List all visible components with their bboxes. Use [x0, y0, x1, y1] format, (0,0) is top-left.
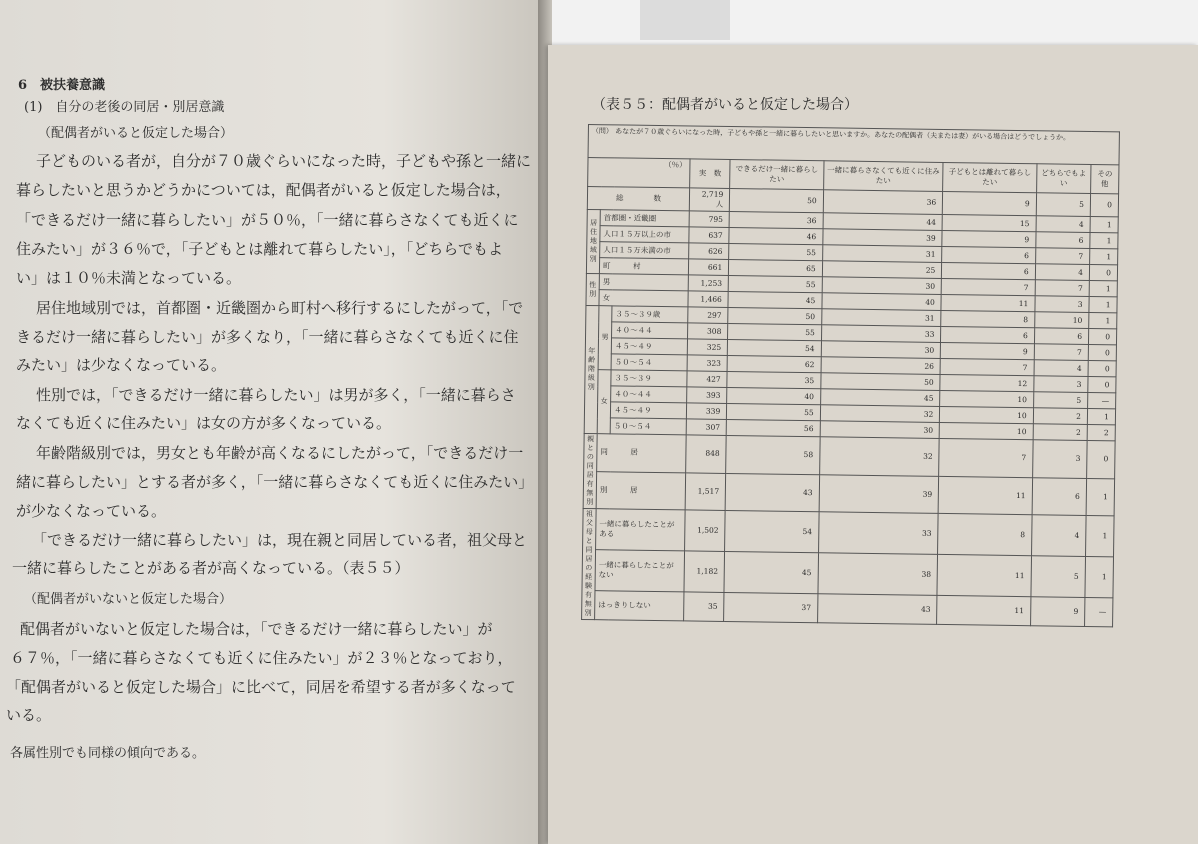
value-cell: 65: [729, 259, 823, 276]
value-cell: 10: [939, 422, 1033, 439]
header-cell: 子どもとは離れて暮らしたい: [943, 162, 1037, 192]
paragraph-line: 「配偶者がいると仮定した場合」に比べて，同居を希望する者が多くなって: [6, 678, 516, 696]
paragraph-line: いる。: [6, 706, 52, 724]
question-label: （問）: [591, 127, 613, 136]
value-cell: 8: [941, 310, 1035, 327]
value-cell: 33: [821, 325, 941, 343]
value-cell: 11: [937, 555, 1031, 597]
value-cell: 54: [725, 510, 819, 552]
total-cell: 9: [943, 191, 1037, 215]
value-cell: —: [1088, 393, 1116, 409]
value-cell: 3: [1034, 376, 1088, 393]
value-cell: 39: [823, 229, 943, 247]
value-cell: 0: [1088, 361, 1116, 377]
value-cell: 2: [1087, 425, 1115, 441]
row-label: 町 村: [599, 258, 688, 275]
row-label: 女: [599, 290, 688, 307]
paragraph-line: 緒に暮らしたい」とする者が多く，「一緒に暮らさなくても近くに住みたい」: [16, 473, 534, 491]
value-cell: 7: [941, 278, 1035, 295]
value-cell: 307: [686, 419, 726, 436]
total-cell: 5: [1036, 193, 1091, 217]
value-cell: 1: [1086, 478, 1115, 516]
value-cell: 6: [941, 326, 1035, 343]
row-label: ３５～３９: [611, 370, 687, 387]
value-cell: 45: [724, 552, 818, 594]
value-cell: 339: [687, 403, 727, 420]
value-cell: 6: [942, 246, 1036, 263]
row-label: ５０～５４: [611, 354, 687, 371]
unit-cell: [588, 158, 691, 188]
value-cell: 32: [820, 405, 940, 423]
value-cell: 1: [1089, 297, 1117, 313]
value-cell: 26: [821, 357, 941, 375]
value-cell: 4: [1031, 515, 1086, 557]
value-cell: 10: [940, 390, 1034, 407]
row-label: 男: [599, 274, 688, 291]
value-cell: 1,466: [688, 291, 728, 308]
value-cell: 7: [1035, 280, 1089, 297]
value-cell: 1: [1090, 217, 1118, 233]
value-cell: 39: [819, 474, 939, 513]
value-cell: 1: [1090, 249, 1118, 265]
value-cell: 6: [1036, 232, 1090, 249]
value-cell: 0: [1088, 345, 1116, 361]
value-cell: 1: [1086, 515, 1115, 557]
value-cell: 30: [820, 421, 940, 439]
paragraph-line: 配偶者がいないと仮定した場合は，「できるだけ一緒に暮らしたい」が: [20, 620, 493, 638]
value-cell: 12: [940, 374, 1034, 391]
row-label: 同 居: [597, 434, 687, 473]
row-label: 別 居: [596, 471, 686, 510]
paragraph-line: 「できるだけ一緒に暮らしたい」が５０％，「一緒に暮らさなくても近くに: [16, 211, 519, 229]
value-cell: 7: [940, 358, 1034, 375]
paragraph-line: （配偶者がいないと仮定した場合）: [24, 592, 233, 607]
value-cell: —: [1085, 598, 1113, 627]
value-cell: 62: [727, 355, 821, 372]
table-container: [582, 124, 1120, 618]
value-cell: 1,502: [685, 510, 726, 552]
value-cell: 0: [1089, 265, 1117, 281]
total-cell: 0: [1090, 194, 1118, 217]
row-label: 首都圏・近畿圏: [600, 210, 689, 227]
value-cell: 6: [1034, 328, 1088, 345]
value-cell: 7: [1034, 344, 1088, 361]
value-cell: 40: [727, 387, 821, 404]
paragraph-line: みたい」は少なくなっている。: [16, 356, 227, 374]
value-cell: 11: [938, 476, 1032, 515]
value-cell: 1: [1090, 233, 1118, 249]
paragraph-line: 各属性別でも同様の傾向である。: [10, 746, 206, 761]
header-cell: どちらでもよい: [1036, 164, 1091, 194]
total-label: 総 数: [587, 187, 690, 211]
value-cell: 37: [724, 593, 818, 623]
value-cell: 35: [684, 592, 724, 621]
value-cell: 31: [821, 309, 941, 327]
value-cell: 50: [821, 373, 941, 391]
header-cell: 一緒に暮らさなくても近くに住みたい: [823, 161, 943, 192]
value-cell: 4: [1036, 216, 1090, 233]
value-cell: 0: [1087, 441, 1116, 479]
paragraph-line: 性別では，「できるだけ一緒に暮らしたい」は男が多く，「一緒に暮らさ: [36, 386, 516, 404]
value-cell: 1,517: [685, 472, 726, 510]
value-cell: 30: [822, 277, 942, 295]
group-label: 親との同居有無別: [583, 433, 597, 508]
left-page: [0, 0, 548, 844]
value-cell: 3: [1035, 296, 1089, 313]
subgroup-label: 女: [597, 370, 611, 434]
value-cell: 55: [729, 243, 823, 260]
header-cell: できるだけ一緒に暮らしたい: [730, 159, 824, 189]
value-cell: 297: [688, 307, 728, 324]
value-cell: 55: [728, 275, 822, 292]
value-cell: 50: [728, 307, 822, 324]
row-label: ４０～４４: [612, 322, 688, 339]
paragraph-line: い」は１０％未満となっている。: [16, 269, 242, 287]
data-table: [581, 124, 1120, 627]
paragraph-line: ６７％，「一緒に暮らさなくても近くに住みたい」が２３％となっており，: [10, 649, 513, 667]
paragraph-line: 子どものいる者が，自分が７０歳ぐらいになった時，子どもや孫と一緒に: [36, 152, 532, 170]
group-label: 性別: [586, 273, 599, 305]
value-cell: 661: [689, 259, 729, 276]
value-cell: 626: [689, 243, 729, 260]
value-cell: 393: [687, 387, 727, 404]
value-cell: 25: [822, 261, 942, 279]
value-cell: 4: [1035, 264, 1089, 281]
value-cell: 56: [726, 419, 820, 436]
group-label: 祖父母と同居の経験有無別: [582, 508, 597, 619]
value-cell: 9: [942, 230, 1036, 247]
value-cell: 54: [728, 339, 822, 356]
row-label: 一緒に暮らしたことがない: [595, 550, 685, 592]
paragraph-line: 一緒に暮らしたことがある者が高くなっている。（表５５）: [12, 559, 410, 577]
value-cell: 6: [1032, 477, 1087, 515]
header-cell: 実 数: [690, 159, 730, 189]
value-cell: 308: [688, 323, 728, 340]
value-cell: 5: [1033, 392, 1087, 409]
value-cell: 3: [1032, 440, 1087, 478]
value-cell: 1,253: [688, 275, 728, 292]
row-label: はっきりしない: [595, 591, 685, 621]
value-cell: 10: [940, 406, 1034, 423]
value-cell: 1: [1085, 557, 1114, 599]
paragraph-line: 居住地域別では，首都圏・近畿圏から町村へ移行するにしたがって，「で: [36, 299, 524, 317]
value-cell: 9: [941, 342, 1035, 359]
value-cell: 1,182: [684, 551, 725, 593]
value-cell: 35: [727, 371, 821, 388]
value-cell: 40: [822, 293, 942, 311]
value-cell: 43: [725, 473, 819, 512]
value-cell: 0: [1088, 329, 1116, 345]
table-body: [582, 209, 1119, 626]
table-title: （表５５：配偶者がいると仮定した場合）: [592, 97, 858, 113]
value-cell: 427: [687, 371, 727, 388]
value-cell: 45: [820, 389, 940, 407]
paragraph-line: 暮らしたいと思うかどうかについては，配偶者がいると仮定した場合は，: [16, 181, 511, 199]
value-cell: 43: [817, 594, 937, 624]
value-cell: 10: [1034, 312, 1088, 329]
total-cell: 36: [823, 190, 943, 215]
paragraph-line: 住みたい」が３６％で，「子どもとは離れて暮らしたい」，「どちらでもよ: [16, 240, 504, 258]
subgroup-label: 男: [598, 306, 612, 370]
value-cell: 323: [687, 355, 727, 372]
value-cell: 44: [823, 213, 943, 231]
paragraph-line: きるだけ一緒に暮らしたい」が多くなり，「一緒に暮らさなくても近くに住: [16, 328, 519, 346]
subsection-heading: (1) 自分の老後の同居・別居意識: [24, 100, 225, 115]
paragraph-line: 「できるだけ一緒に暮らしたい」は，現在親と同居している者，祖父母と: [32, 531, 528, 549]
row-label: ４５～４９: [610, 402, 686, 419]
value-cell: 8: [938, 513, 1032, 555]
background-object: [640, 0, 730, 40]
group-label: 年齢階級別: [584, 305, 599, 433]
value-cell: 30: [821, 341, 941, 359]
value-cell: 15: [942, 214, 1036, 231]
row-label: 人口１５万未満の市: [600, 242, 689, 259]
value-cell: 2: [1033, 424, 1087, 441]
unit-label: （％）: [664, 160, 687, 170]
value-cell: 45: [728, 291, 822, 308]
value-cell: 58: [726, 435, 820, 474]
total-cell: 2,719 人: [689, 188, 729, 212]
table-row: [583, 508, 1115, 557]
question-text: あなたが７０歳ぐらいになった時，子どもや孫と一緒に暮らしたいと思いますか。あなたの配偶者（夫または妻）がいる場合はどうでしょうか。: [615, 127, 1071, 142]
value-cell: 795: [689, 211, 729, 228]
row-label: ４５～４９: [611, 338, 687, 355]
value-cell: 848: [686, 435, 727, 473]
value-cell: 11: [937, 596, 1031, 626]
row-label: 人口１５万以上の市: [600, 226, 689, 243]
value-cell: 55: [728, 323, 822, 340]
value-cell: 4: [1034, 360, 1088, 377]
value-cell: 1: [1089, 313, 1117, 329]
value-cell: 7: [939, 438, 1033, 477]
total-cell: 50: [730, 188, 824, 212]
value-cell: 5: [1031, 556, 1086, 598]
row-label: 一緒に暮らしたことがある: [596, 509, 686, 551]
section-heading: 6 被扶養意識: [18, 78, 106, 93]
value-cell: 7: [1035, 248, 1089, 265]
header-cell: その他: [1091, 165, 1119, 194]
value-cell: 33: [818, 512, 938, 555]
value-cell: 46: [729, 227, 823, 244]
value-cell: 637: [689, 227, 729, 244]
value-cell: 6: [942, 262, 1036, 279]
value-cell: 32: [819, 437, 939, 476]
value-cell: 38: [818, 553, 938, 596]
row-label: ５０～５４: [610, 418, 686, 435]
row-label: ４０～４４: [611, 386, 687, 403]
value-cell: 11: [941, 294, 1035, 311]
paragraph-line: 年齢階級別では，男女とも年齢が高くなるにしたがって，「できるだけ一: [36, 444, 524, 462]
paragraph-line: （配偶者がいると仮定した場合）: [38, 126, 234, 141]
paragraph-line: なくても近くに住みたい」は女の方が多くなっている。: [16, 414, 392, 432]
value-cell: 36: [729, 211, 823, 228]
value-cell: 325: [687, 339, 727, 356]
paragraph-line: が少なくなっている。: [16, 502, 167, 520]
value-cell: 31: [822, 245, 942, 263]
group-label: 居住地域別: [586, 209, 600, 273]
value-cell: 2: [1033, 408, 1087, 425]
value-cell: 1: [1089, 281, 1117, 297]
value-cell: 55: [727, 403, 821, 420]
value-cell: 9: [1030, 597, 1085, 626]
value-cell: 0: [1088, 377, 1116, 393]
row-label: ３５～３９歳: [612, 306, 688, 323]
value-cell: 1: [1087, 409, 1115, 425]
